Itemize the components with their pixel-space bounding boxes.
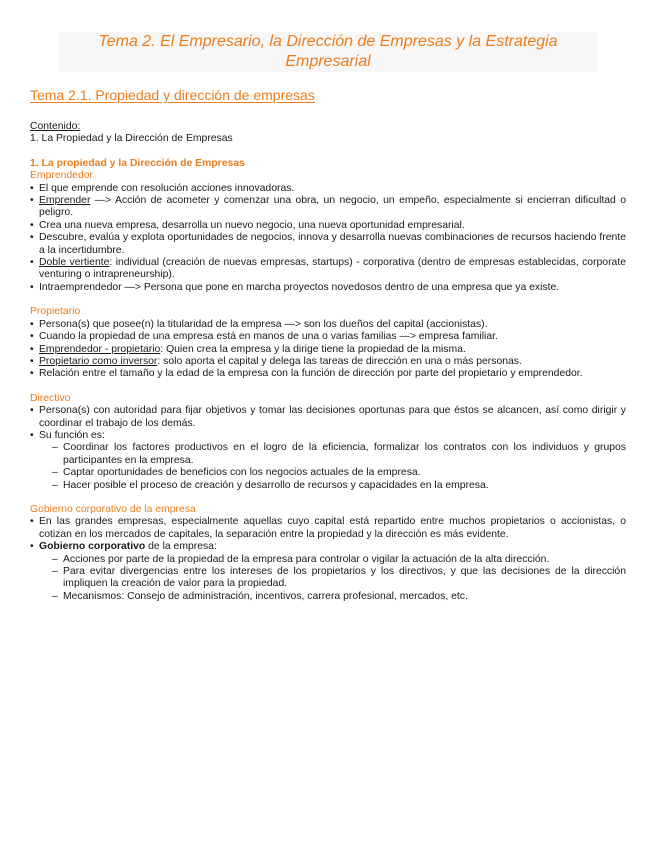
gobierno-list	[30, 516, 626, 603]
document-title-line1: Tema 2. El Empresario, la Dirección de Empresas y la Estrategia	[58, 32, 598, 52]
list-item-text: Su función es:	[39, 429, 105, 441]
gobierno-label: Gobierno corporativo de la empresa	[30, 503, 196, 515]
list-item: • Relación entre el tamaño y la edad de la empresa con la función de dirección por parte del propietario y emprendedor.	[30, 368, 626, 380]
term: Gobierno corporativo	[39, 541, 146, 553]
definition: —> Acción de acometer y comenzar una obra, un negocio, un empeño, especialmente si encierran dificultad o peligro.	[39, 195, 626, 219]
document-title-line2: Empresarial	[58, 52, 598, 72]
sub-list-item: – Captar oportunidades de beneficios con los negocios actuales de la empresa.	[39, 467, 626, 479]
sub-list-item: – Para evitar divergencias entre los intereses de los propietarios y los directivos, y que las decisiones de la dirección impliquen la creación de valor para la propiedad.	[39, 566, 626, 591]
list-item	[30, 257, 626, 282]
contents-label: Contenido:	[30, 121, 81, 132]
emprendedor-list	[30, 183, 626, 295]
section-heading: 1. La propiedad y la Dirección de Empresas	[30, 157, 245, 169]
list-item: • Crea una nueva empresa, desarrolla un nuevo negocio, una nueva oportunidad empresarial.	[30, 220, 626, 232]
term: Emprender	[39, 195, 91, 207]
term: Emprendedor - propietario	[39, 343, 161, 355]
definition: de la empresa:	[145, 541, 217, 553]
list-item: • Cuando la propiedad de una empresa está en manos de una o varias familias —> empresa familiar.	[30, 331, 626, 343]
directivo-label: Directivo	[30, 392, 71, 404]
list-item: • Intraemprendedor —> Persona que pone en marcha proyectos novedosos dentro de una empresa que ya existe.	[30, 282, 626, 294]
sub-list-item: – Mecanismos: Consejo de administración, incentivos, carrera profesional, mercados, etc.	[39, 591, 626, 603]
list-item: • Descubre, evalúa y explota oportunidades de negocios, innova y desarrolla nuevas combinaciones de recursos haciendo frente a la incertidumbre.	[30, 232, 626, 257]
gobierno-sublist	[39, 554, 626, 604]
list-item	[30, 356, 626, 368]
propietario-list	[30, 319, 626, 381]
sub-list-item: – Acciones por parte de la propiedad de la empresa para controlar o vigilar la actuación de la alta dirección.	[39, 554, 626, 566]
definition: : solo aporta el capital y delega las tareas de dirección en una o más personas.	[157, 355, 522, 367]
propietario-label: Propietario	[30, 306, 81, 318]
sub-list-item: – Hacer posible el proceso de creación y desarrollo de recursos y capacidades en la empresa.	[39, 480, 626, 492]
term: Propietario como inversor	[39, 355, 158, 367]
term: Doble vertiente	[39, 257, 110, 269]
list-item	[30, 195, 626, 220]
list-item	[30, 344, 626, 356]
contents-item: 1. La Propiedad y la Dirección de Empresas	[30, 133, 233, 145]
document-title	[58, 32, 598, 72]
list-item	[30, 430, 626, 492]
definition: : Quien crea la empresa y la dirige tiene la propiedad de la misma.	[160, 343, 466, 355]
topic-subtitle: Tema 2.1. Propiedad y dirección de empresas	[30, 87, 315, 103]
definition: : individual (creación de nuevas empresas, startups) - corporativa (dentro de empresas establecidas, corporate venturing o intrapreneurship).	[39, 257, 626, 281]
sub-list-item: – Coordinar los factores productivos en el logro de la eficiencia, formalizar los contratos con los individuos y grupos participantes en la empresa.	[39, 442, 626, 467]
emprendedor-label: Emprendedor	[30, 170, 93, 182]
directivo-list	[30, 405, 626, 492]
list-item: • El que emprende con resolución acciones innovadoras.	[30, 183, 626, 195]
list-item: • En las grandes empresas, especialmente aquellas cuyo capital está repartido entre muchos propietarios o accionistas, o cotizan en los mercados de capitales, la separación entre la propiedad y la dirección es más evidente.	[30, 516, 626, 541]
document-body	[30, 121, 626, 603]
directivo-sublist	[39, 442, 626, 492]
list-item	[30, 541, 626, 603]
list-item: • Persona(s) que posee(n) la titularidad de la empresa —> son los dueños del capital (accionistas).	[30, 319, 626, 331]
list-item: • Persona(s) con autoridad para fijar objetivos y tomar las decisiones oportunas para que éstos se alcancen, así como dirigir y coordinar el trabajo de los demás.	[30, 405, 626, 430]
